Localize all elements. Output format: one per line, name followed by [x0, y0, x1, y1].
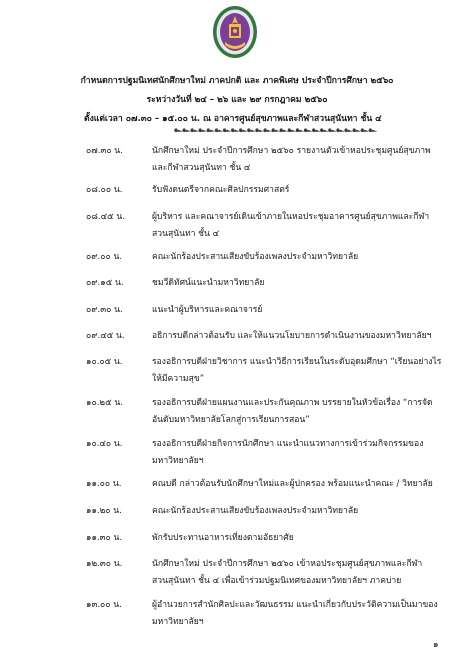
schedule-description: รองอธิการบดีฝ่ายวิชาการ แนะนำวิธีการเรียนในระดับอุดมศึกษา “เรียนอย่างไร ให้มีความสุข”	[152, 357, 442, 384]
schedule-time: ๐๙.๔๕ น.	[86, 331, 125, 341]
schedule-time: ๐๘.๔๕ น.	[86, 212, 125, 222]
schedule-description: คณะนักร้องประสานเสียงขับร้องเพลงประจำมหาวิทยาลัย	[152, 252, 359, 262]
schedule-time: ๑๓.๐๐ น.	[86, 600, 122, 610]
schedule-description: ชมวีดิทัศน์แนะนำมหาวิทยาลัย	[152, 278, 265, 288]
schedule-description: แนะนำผู้บริหารและคณาจารย์	[152, 305, 263, 315]
schedule-time: ๑๑.๒๐ น.	[86, 506, 122, 516]
schedule-description: ผู้บริหาร และคณาจารย์เดินเข้าภายในหอประชุมอาคารศูนย์สุขภาพและกีฬา สวนสุนันทา ชั้น ๔	[152, 212, 430, 239]
ornamental-divider: ๛๛๛๛๛๛๛๛๛๛๛๛๛๛๛๛๛๛๛๛๛๛๛๛๛	[174, 126, 377, 134]
document-dates: ระหว่างวันที่ ๒๔ – ๒๖ และ ๒๙ กรกฎาคม ๒๕๖๐	[146, 95, 328, 105]
schedule-time: ๑๑.๐๐ น.	[86, 479, 122, 489]
schedule-description: อธิการบดีกล่าวต้อนรับ และให้แนวนโยบายการดำเนินงานของมหาวิทยาลัยฯ	[152, 331, 432, 341]
schedule-description: รับฟังดนตรีจากคณะศิลปกรรมศาสตร์	[152, 185, 290, 195]
schedule-time: ๑๐.๒๕ น.	[86, 398, 123, 408]
schedule-time: ๐๙.๑๕ น.	[86, 278, 124, 288]
schedule-description: นักศึกษาใหม่ ประจำปีการศึกษา ๒๕๖๐ เข้าหอประชุมศูนย์สุขภาพและกีฬา สวนสุนันทา ชั้น ๔ เพื่อเข้าร่วมปฐมนิเทศของมหาวิทยาลัยฯ ภาคบ่าย	[152, 559, 423, 586]
schedule-description: นักศึกษาใหม่ ประจำปีการศึกษา ๒๕๖๐ รายงานตัวเข้าหอประชุมศูนย์สุขภาพ และกีฬาสวนสุนันทา ชั้น ๔	[152, 146, 431, 173]
schedule-description: รองอธิการบดีฝ่ายกิจการนักศึกษา แนะนำแนวทางการเข้าร่วมกิจกรรมของ มหาวิทยาลัยฯ	[152, 439, 424, 466]
schedule-description: พักรับประทานอาหารเที่ยงตามอัธยาศัย	[152, 533, 294, 543]
document-title: กำหนดการปฐมนิเทศนักศึกษาใหม่ ภาคปกติ และ ภาคพิเศษ ประจำปีการศึกษา ๒๕๖๐	[80, 76, 394, 86]
schedule-time: ๐๙.๓๐ น.	[86, 305, 123, 315]
schedule-time: ๐๙.๐๐ น.	[86, 252, 123, 262]
schedule-time: ๐๘.๐๐ น.	[86, 185, 123, 195]
schedule-time: ๑๐.๐๕ น.	[86, 357, 123, 367]
schedule-time: ๑๑.๓๐ น.	[86, 533, 123, 543]
schedule-time: ๑๒.๓๐ น.	[86, 559, 123, 569]
page-number: ๑	[433, 640, 439, 650]
schedule-description: คณะนักร้องประสานเสียงขับร้องเพลงประจำมหาวิทยาลัย	[152, 506, 359, 516]
schedule-description: รองอธิการบดีฝ่ายแผนงานและประกันคุณภาพ บรรยายในหัวข้อเรื่อง “การจัด อันดับมหาวิทยาลัยโลกสู่การเรียนการสอน”	[152, 398, 433, 425]
schedule-time: ๐๗.๓๐ น.	[86, 146, 123, 156]
schedule-description: ผู้อำนวยการสำนักศิลปะและวัฒนธรรม แนะนำเกี่ยวกับประวัติความเป็นมาของ มหาวิทยาลัยฯ	[152, 600, 438, 627]
schedule-time: ๑๐.๔๐ น.	[86, 439, 123, 449]
schedule-description: คณบดี กล่าวต้อนรับนักศึกษาใหม่และผู้ปกครอง พร้อมแนะนำคณะ / วิทยาลัย	[152, 479, 433, 489]
document-time-venue: ตั้งแต่เวลา ๐๗.๓๐ – ๑๕.๐๐ น. ณ อาคารศูนย์สุขภาพและกีฬาสวนสุนันทา ชั้น ๔	[84, 114, 382, 124]
university-logo	[211, 4, 259, 60]
